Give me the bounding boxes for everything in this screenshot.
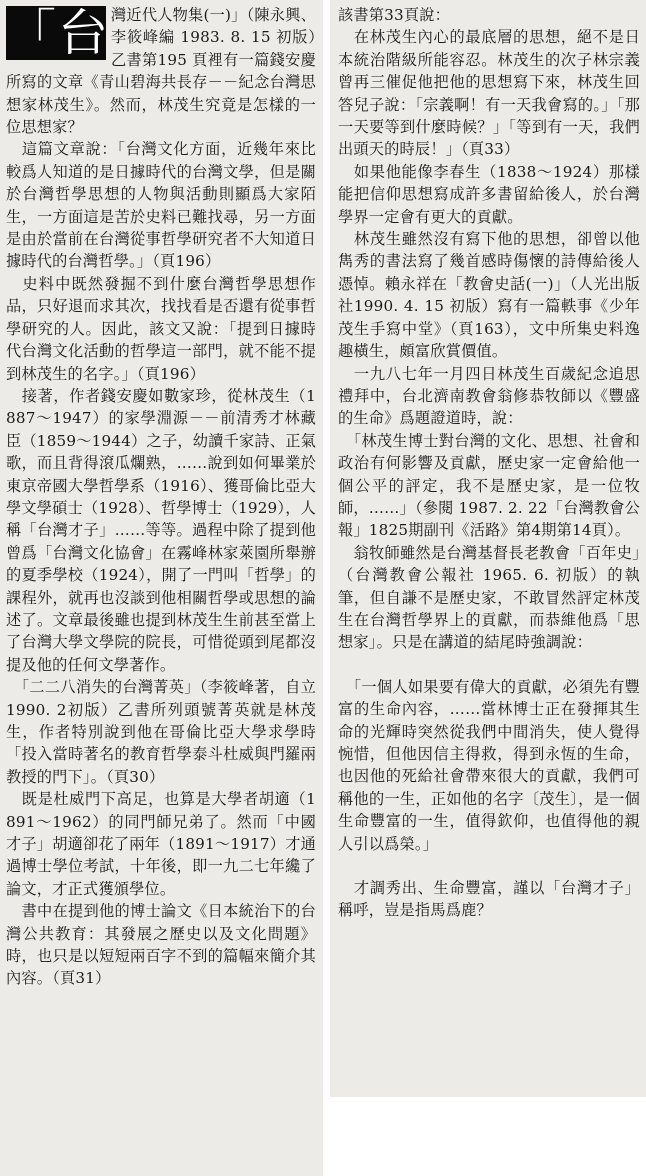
quotation: 「一個人如果要有偉大的貢獻，必須先有豐富的生命內容，……當林博士正在發揮其生命的光輝時突然從我們中間消失，使人覺得惋惜，但他因信主得救，得到永恆的生命，也因他的死給社會帶來很大的貢獻，我們可稱他的一生，正如他的名字〔茂生〕，是一個生命豐富的一生，值得欽仰，也值得他的親人引以爲榮。」 (338, 677, 640, 853)
paragraph: 這篇文章說：「台灣文化方面，近幾年來比較爲人知道的是日據時代的台灣文學，但是關於台灣哲學思想的人物與活動則顯爲大家陌生，一方面這是苦於史料已難找尋，另一方面是由於當前在台灣從事哲學研究者不大知道日據時代的台灣哲學。」（頁196） (6, 140, 316, 271)
paragraph: 該書第33頁說： (338, 6, 451, 24)
spacer (338, 855, 640, 877)
paragraph: 一九八七年一月四日林茂生百歲紀念追思禮拜中，台北濟南教會翁修恭牧師以《豐盛的生命》爲題證道時，說： (338, 364, 640, 428)
drop-cap: 「台 (6, 4, 110, 62)
paragraph: 史料中既然發掘不到什麼台灣哲學思想作品，只好退而求其次，找找看是否還有從事哲學研究的人。因此，該文又說：「提到日據時代台灣文化活動的哲學這一部門，就不能不提到林茂生的名字。」（頁196） (6, 274, 316, 383)
paragraph: 既是杜威門下高足，也算是大學者胡適（1891～1962）的同門師兄弟了。然而「中國才子」胡適卻花了兩年（1891～1917）才通過博士學位考試，十年後，即一九二七年纔了論文，才正式獲頒學位。 (6, 790, 316, 898)
paragraph: 林茂生雖然沒有寫下他的思想，卻曾以他雋秀的書法寫了幾首感時傷懷的詩傳給後人憑悼。賴永祥在「教會史話(一)」（人光出版社1990. 4. 15 初版）寫有一篇軼事《少年茂生手寫中堂》（頁163），文中所集史料逸趣橫生，頗富欣賞價值。 (338, 230, 640, 361)
paragraph: 灣近代人物集(一)」（陳永興、李筱峰編 1983. 8. 15 初版）乙書第195 頁裡有一篇錢安慶所寫的文章《青山碧海共長存－－紀念台灣思想家林茂生》。然而，林茂生究竟是怎樣的一位思想家？ (6, 6, 316, 137)
paragraph: 翁牧師雖然是台灣基督長老教會「百年史」（台灣教會公報社 1965. 6. 初版）的執筆，但自謙不是歷史家，不敢冒然評定林茂生在台灣哲學界上的貢獻，而恭維他爲「思想家」。只是在講道的結尾時強調說： (338, 543, 640, 652)
closing-paragraph: 才調秀出、生命豐富，謹以「台灣才子」稱呼，豈是指馬爲鹿？ (338, 879, 640, 920)
paragraph: 「二二八消失的台灣菁英」（李筱峰著，自立1990. 2初版）乙書所列頭號菁英就是林茂生，作者特別說到他在哥倫比亞大學求學時「投入當時著名的教育哲學泰斗杜威與門羅兩教授的門下」。（頁30） (6, 678, 316, 786)
paragraph: 如果他能像李春生（1838～1924）那樣能把信仰思想寫成許多書留給後人，於台灣學界一定會有更大的貢獻。 (338, 162, 640, 226)
spacer (338, 654, 640, 676)
paragraph: 書中在提到他的博士論文《日本統治下的台灣公共教育：其發展之歷史以及文化問題》時，也只是以短短兩百字不到的篇幅來簡介其內容。（頁31） (6, 902, 316, 988)
paragraph: 「林茂生博士對台灣的文化、思想、社會和政治有何影響及貢獻，歷史家一定會給他一個公平的評定，我不是歷史家，是一位牧師，……」（參閱 1987. 2. 22「台灣教會公報」1825期副刊《活路》第4期第14頁）。 (338, 431, 641, 540)
paragraph: 在林茂生內心的最底層的思想，絕不是日本統治階級所能容忍。林茂生的次子林宗義曾再三催促他把他的思想寫下來，林茂生回答兒子說：「宗義啊！有一天我會寫的。」「那一天要等到什麼時候？」「等到有一天，我們出頭天的時辰！」（頁33） (338, 28, 640, 159)
article-column-right (330, 0, 646, 1097)
paragraph: 接著，作者錢安慶如數家珍，從林茂生（1887～1947）的家學淵源－－前清秀才林藏臣（1859～1944）之子，幼讀千家詩、正氣歌，而且背得滾瓜爛熟，……說到如何畢業於東京帝國大學哲學系（1916）、獲哥倫比亞大學文學碩士（1928）、哲學博士（1929），人稱「台灣才子」……等等。過程中除了提到他曾爲「台灣文化協會」在霧峰林家萊園所舉辦的夏季學校（1924），開了一門叫「哲學」的課程外，就再也沒談到他相關哲學或思想的論述了。文章最後雖也提到林茂生生前甚至當上了台灣大學文學院的院長，可惜從頭到尾都沒提及他的任何文學著作。 (6, 386, 316, 674)
